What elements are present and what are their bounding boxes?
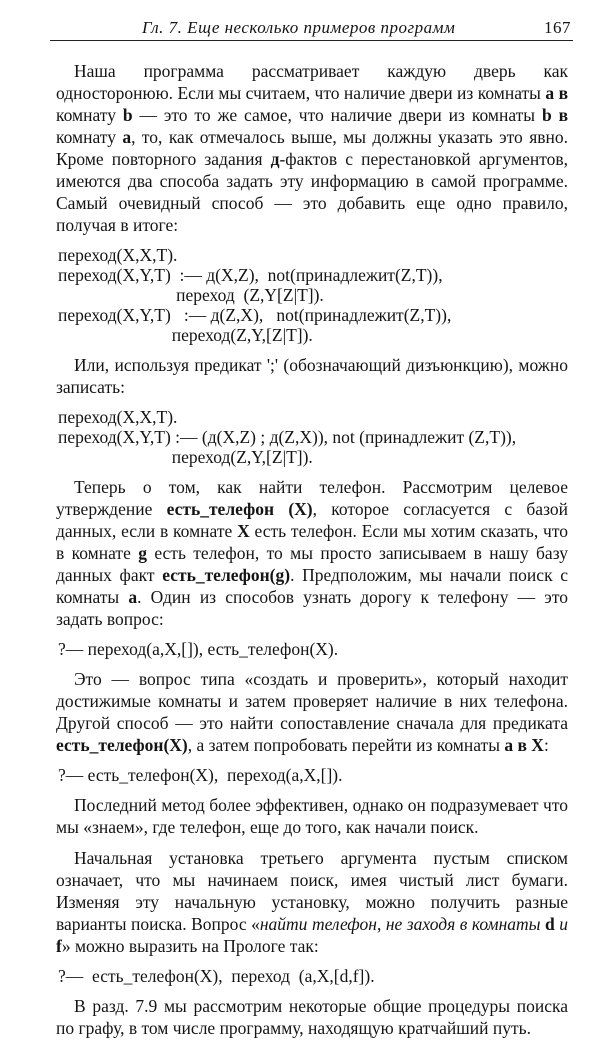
code-line: переход(X,Y,T) :— д(X,Z), not(принадлежит(Z,T)), [58,265,443,285]
paragraph-7: В разд. 7.9 мы рассмотрим некоторые общие процедуры поиска по графу, в том числе программу, находящую кратчайший путь. [56,996,568,1038]
code-line: переход(X,Y,T) :— (д(X,Z) ; д(Z,X)), not (принадлежит (Z,T)), [58,427,517,447]
code-line: переход(X,Y,T) :— д(Z,X), not(принадлежит(Z,T)), [58,305,452,325]
running-header [50,18,573,41]
code-line: переход (Z,Y[Z|T]). [58,285,324,305]
code-block-1 [56,245,568,345]
paragraph-4: Это — вопрос типа «создать и проверить», который находит достижимые комнаты и затем проверяет наличие в них телефона. Другой способ — это найти сопоставление сначала для предиката есть_телефон(X), а затем попробовать перейти из комнаты a в X: [56,669,568,755]
paragraph-3: Теперь о том, как найти телефон. Рассмотрим целевое утверждение есть_телефон (X), которое согласуется с базой данных, если в комнате X есть телефон. Если мы хотим сказать, что в комнате g есть телефон, то мы просто записываем в нашу базу данных факт есть_телефон(g). Предположим, мы начали поиск с комнаты a. Один из способов узнать дорогу к телефону — это задать вопрос: [56,477,569,629]
code-line: переход(X,X,T). [58,407,178,427]
query-3: ?— есть_телефон(X), переход (a,X,[d,f]). [58,966,375,986]
code-line: переход(X,X,T). [58,245,178,265]
paragraph-2: Или, используя предикат ';' (обозначающий дизъюнкцию), можно записать: [56,355,568,397]
code-block-2 [56,407,568,467]
paragraph-6: Начальная установка третьего аргумента пустым списком означает, что мы начинаем поиск, имея чистый лист бумаги. Изменяя эту начальную установку, можно получить разные варианты поиска. Вопрос «найти телефон, не заходя в комнаты d и f» можно выразить на Прологе так: [56,848,569,956]
code-line: переход(Z,Y,[Z|T]). [58,325,313,345]
query-2: ?— есть_телефон(X), переход(a,X,[]). [58,765,343,785]
code-line: переход(Z,Y,[Z|T]). [58,447,313,467]
page-body [56,60,568,1048]
paragraph-5: Последний метод более эффективен, однако он подразумевает что мы «знаем», где телефон, еще до того, как начали поиск. [56,795,568,837]
paragraph-1: Наша программа рассматривает каждую дверь как односторонюю. Если мы считаем, что наличие двери из комнаты a в комнату b — это то же самое, что наличие двери из комнаты b в комнату a, то, как отмечалось выше, мы должны указать это явно. Кроме повторного задания д-фактов с перестановкой аргументов, имеются два способа задать эту информацию в самой программе. Самый очевидный способ — это добавить еще одно правило, получая в итоге: [56,61,569,235]
page-number: 167 [544,18,571,37]
query-1: ?— переход(a,X,[]), есть_телефон(X). [58,639,339,659]
chapter-title: Гл. 7. Еще несколько примеров программ [142,18,456,37]
